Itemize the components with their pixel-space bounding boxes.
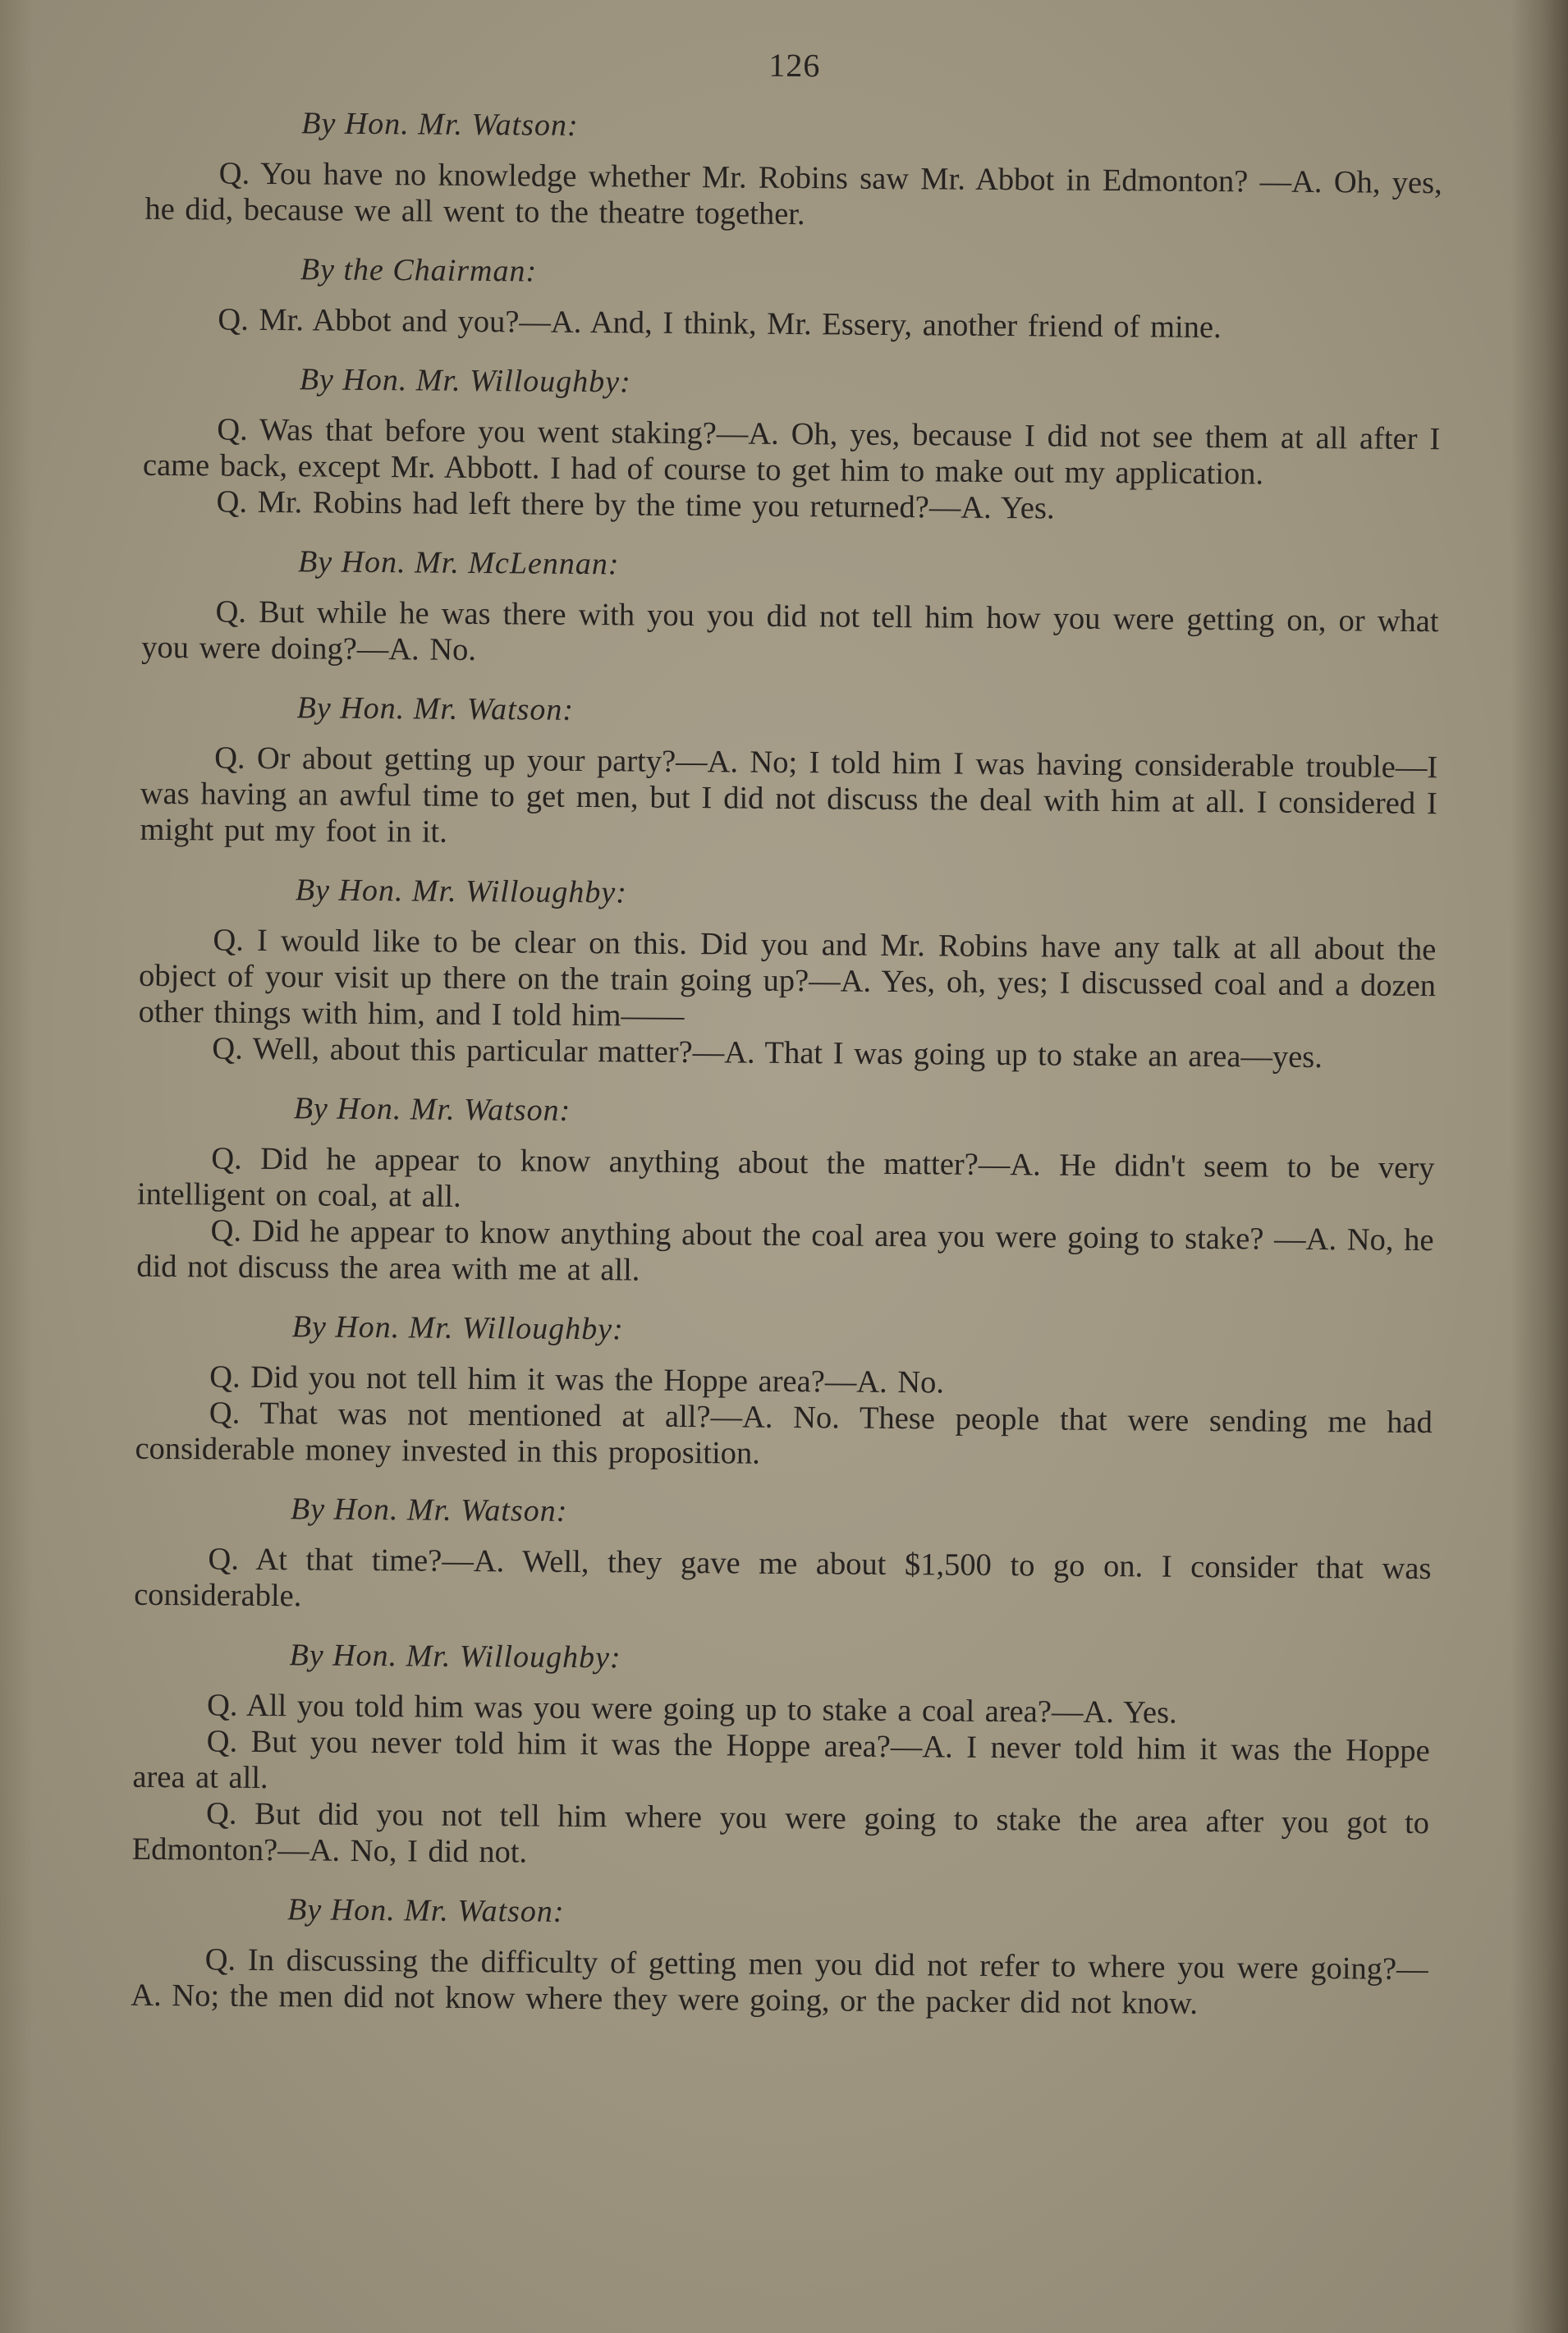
question-answer-paragraph: Q. Was that before you went staking?—A. Oh, yes, because I did not see them at all after I came back, except Mr. Abbott. I had of course to get him to make out my application. xyxy=(142,412,1441,492)
transcript-section xyxy=(138,871,1437,1076)
question-answer-paragraph: Q. Did he appear to know anything about the coal area you were going to stake? —A. No, he did not discuss the area with me at all. xyxy=(136,1213,1434,1288)
question-answer-paragraph: Q. That was not mentioned at all?—A. No. These people that were sending me had considerable money invested in this proposition. xyxy=(135,1396,1433,1471)
question-answer-paragraph: Q. Well, about this particular matter?—A. That I was going up to stake an area—yes. xyxy=(212,1031,1323,1075)
speaker-heading: By Hon. Mr. Watson: xyxy=(287,1892,565,1929)
question-answer-paragraph: Q. Mr. Abbot and you?—A. And, I think, Mr. Essery, another friend of mine. xyxy=(218,302,1222,346)
question-answer-paragraph: Q. But while he was there with you you did not tell him how you were getting on, or what you were doing?—A. No. xyxy=(141,594,1439,667)
speaker-heading: By Hon. Mr. Willoughby: xyxy=(291,1309,624,1347)
question-answer-paragraph: Q. In discussing the difficulty of getting men you did not refer to where you were going?—A. No; the men did not know where they were going, or the packer did not know. xyxy=(131,1942,1428,2021)
question-answer-paragraph: Q. Mr. Robins had left there by the time you returned?—A. Yes. xyxy=(216,484,1055,526)
question-answer-paragraph: Q. Or about getting up your party?—A. No; I told him I was having considerable trouble—I was having an awful time to get men, but I did not discuss the deal with him at all. I considered I might put my foot in it. xyxy=(140,740,1438,850)
question-answer-paragraph: Q. I would like to be clear on this. Did you and Mr. Robins have any talk at all about the object of your visit up there on the train going up?—A. Yes, oh, yes; I discussed coal and a dozen other things with him, and I told him—— xyxy=(138,923,1437,1034)
transcript-section xyxy=(142,360,1440,529)
transcript-section xyxy=(140,689,1437,858)
transcript-section xyxy=(135,1308,1433,1477)
transcript-section xyxy=(144,104,1442,237)
speaker-heading: By Hon. Mr. Watson: xyxy=(293,1091,571,1128)
speaker-heading: By Hon. Mr. Willoughby: xyxy=(289,1638,621,1675)
question-answer-paragraph: Q. Did you not tell him it was the Hoppe area?—A. No. xyxy=(209,1359,945,1400)
question-answer-paragraph: Q. But you never told him it was the Hoppe area?—A. I never told him it was the Hoppe area at all. xyxy=(132,1724,1430,1796)
speaker-heading: By Hon. Mr. Watson: xyxy=(296,690,575,727)
page-number: 126 xyxy=(768,46,821,85)
page-right-edge-shadow xyxy=(1511,0,1568,2333)
transcript-section xyxy=(131,1891,1428,2024)
transcript-section xyxy=(134,1490,1432,1623)
question-answer-paragraph: Q. At that time?—A. Well, they gave me about $1,500 to go on. I consider that was considerable. xyxy=(133,1542,1432,1614)
speaker-heading: By Hon. Mr. McLennan: xyxy=(297,544,620,582)
transcript-section xyxy=(141,543,1439,676)
speaker-heading: By Hon. Mr. Willoughby: xyxy=(299,362,631,400)
transcript-body xyxy=(131,104,1442,2024)
page-left-edge-shadow xyxy=(0,0,33,2333)
speaker-heading: By Hon. Mr. Watson: xyxy=(290,1492,568,1529)
question-answer-paragraph: Q. But did you not tell him where you were going to stake the area after you got to Edmonton?—A. No, I did not. xyxy=(131,1796,1430,1870)
speaker-heading: By Hon. Mr. Willoughby: xyxy=(295,873,628,910)
page-content xyxy=(131,41,1443,2045)
question-answer-paragraph: Q. Did he appear to know anything about the matter?—A. He didn't seem to be very intelligent on coal, at all. xyxy=(136,1141,1435,1214)
transcript-section xyxy=(132,1636,1431,1877)
question-answer-paragraph: Q. All you told him was you were going up to stake a coal area?—A. Yes. xyxy=(206,1688,1177,1730)
transcript-section xyxy=(144,250,1442,347)
question-answer-paragraph: Q. You have no knowledge whether Mr. Robins saw Mr. Abbot in Edmonton? —A. Oh, yes, he did, because we all went to the theatre together. xyxy=(144,156,1442,232)
speaker-heading: By the Chairman: xyxy=(300,252,538,289)
transcript-section xyxy=(136,1089,1435,1295)
speaker-heading: By Hon. Mr. Watson: xyxy=(301,106,579,143)
